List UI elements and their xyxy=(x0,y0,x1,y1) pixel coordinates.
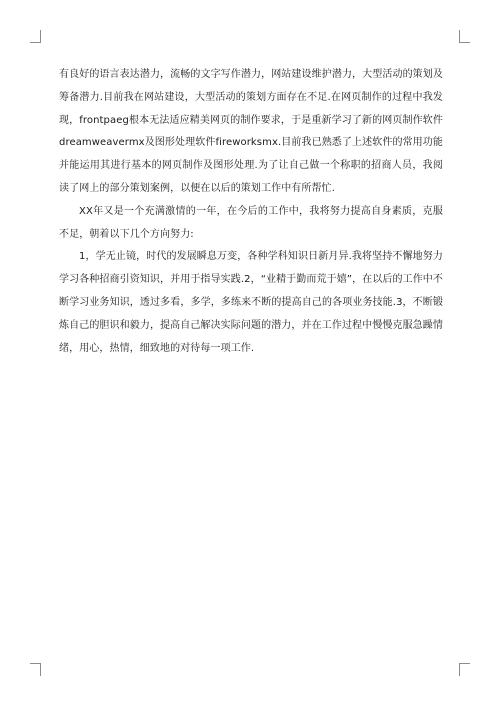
crop-mark-top-left xyxy=(30,30,41,43)
paragraph-directions: 1，学无止镜，时代的发展瞬息万变，各种学科知识日新月异.我将坚持不懈地努力学习各种招商引资知识，并用于指导实践.2，“业精于勤而荒于嬉”，在以后的工作中不断学习业务知识，透过多看，多学，多练来不断的提高自己的各项业务技能.3，不断锻炼自己的胆识和毅力，提高自己解决实际问题的潜力，并在工作过程中慢慢克服急躁情绪，用心，热情，细致地的对待每一项工作. xyxy=(59,251,443,354)
paragraph-year-plan: XX年又是一个充满激情的一年，在今后的工作中，我将努力提高自身素质，克服不足，朝着以下几个方向努力: xyxy=(59,205,443,240)
crop-mark-top-right xyxy=(459,30,470,43)
document-body xyxy=(59,64,443,360)
crop-mark-bottom-right xyxy=(459,663,470,676)
crop-mark-bottom-left xyxy=(30,663,41,676)
paragraph-skills: 有良好的语言表达潜力，流畅的文字写作潜力，网站建设维护潜力，大型活动的策划及筹备潜力.目前我在网站建设，大型活动的策划方面存在不足.在网页制作的过程中我发现，frontpaeg根本无法适应精美网页的制作要求，于是重新学习了新的网页制作软件dreamweavermx及图形处理软件fireworksmx.目前我已熟悉了上述软件的常用功能并能运用其进行基本的网页制作及图形处理.为了让自己做一个称职的招商人员，我阅读了网上的部分策划案例，以便在以后的策划工作中有所帮忙. xyxy=(59,69,443,194)
